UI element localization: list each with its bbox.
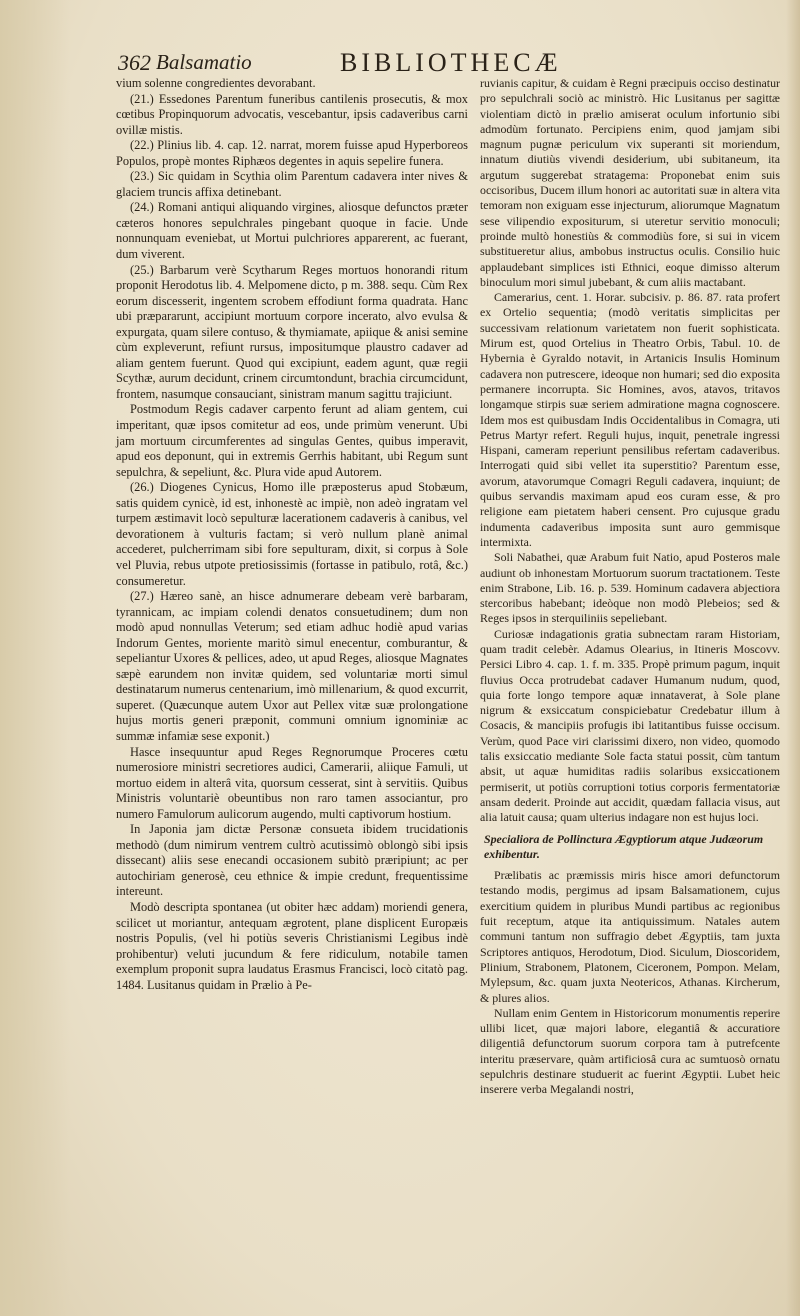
right-text-column [480, 76, 780, 1098]
paragraph: In Japonia jam dictæ Personæ consueta ibidem trucidationis methodò (dum nimirum ventrem cultrò acutissimò oblongò sibi ipsis dissecant) aliis sese enecandi occasionem subitò præripiunt; ac per autochiriam generosè, ceu ethnice & impie credunt, frequentissime intereunt. [116, 822, 468, 899]
paragraph: (21.) Essedones Parentum funeribus cantilenis prosecutis, & mox cœtibus Propinquorum advocatis, vescebantur, ipsis cadaveribus carni ovillæ mistis. [116, 91, 468, 137]
paragraph: (27.) Hæreo sanè, an hisce adnumerare debeam verè barbaram, tyrannicam, ac impiam colendi denatos consuetudinem; dum non modò apud nonnullas Veterum; sed etiam adhuc hodiè apud varias Indorum Gentes, moriente maritò simul enecentur, comburantur, & sepeliantur Uxores & pellices, adeo, ut apud Reges, aliosque Magnates sæpè earundem non invitæ quidem, sed voluntariæ morti simul destinatarum numerus centenarium, imò millenarium, & quod excurrit, superet. (Quæcunque autem Uxor aut Pellex vitæ suæ prolongatione hujus mortis generi præponit, communi omnium ignominiæ ac summæ infamiæ sese exponit.) [116, 589, 468, 743]
paragraph: (23.) Sic quidam in Scythia olim Parentum cadavera inter nives & glaciem truncis affixa detinebant. [116, 169, 468, 199]
paragraph: (24.) Romani antiqui aliquando virgines, aliosque defunctos præter cæteros honores sepulchrales pingebant quoque in facie. Unde nonnunquam eveniebat, ut Mortui pulchriores apparerent, ac fuerant, dum viverent. [116, 200, 468, 262]
page-edge-shadow [786, 0, 800, 1316]
paragraph: Modò descripta spontanea (ut obiter hæc addam) moriendi genera, scilicet ut moriantur, antequam ægrotent, plane displicent Europæis nostris Populis, (vel hi potiùs severis Christianismi Legibus indè prohibentur) veluti jucundum & fere ridiculum, notabile tamen exemplum proponit supra laudatus Erasmus Francisci, locò citatò pag. 1484. Lusitanus quidam in Prælio à Pe- [116, 899, 468, 992]
paragraph: Soli Nabathei, quæ Arabum fuit Natio, apud Posteros male audiunt ob inhonestam Mortuorum suorum tractationem. Teste enim Strabone, Lib. 16. p. 539. Hominum cadavera abjectiora stercoribus habebant; ideòque non modò Plebeios; sed & Reges ipsos in sterquiliniis sepeliebant. [480, 550, 780, 626]
paragraph: Curiosæ indagationis gratia subnectam raram Historiam, quam tradit celebèr. Adamus Olearius, in Itineris Moscovv. Persici Libro 4. cap. 1. f. m. 335. Propè primum pagum, inquit fluvius Occa protrudebat cadaver Humanum nudum, quod, quia forte longo tempore aquæ innataverat, à Sole plane nigrum & exsiccatum conspiciebatur Credebatur illum à Cosacis, & mancipiis profugis ibi latitantibus fuisse occisum. Verùm, quod Pace viri clarissimi dixero, non video, quomodo talis exsiccatio mediante Sole facta statui possit, cùm tantum absit, ut aquæ humiditas radiis solaribus exsiccationem permiserit, ut potiùs corruptioni totius corporis fermentatoriæ ansam dederit. Proinde aut accidit, quædam fallacia visus, aut alia latuit causa; quam ulterius indagare non est hujus loci. [480, 626, 780, 825]
binding-shadow [0, 0, 70, 1316]
paragraph: Camerarius, cent. 1. Horar. subcisiv. p. 86. 87. rata profert ex Ortelio sequentia; (modò veritatis simplicitas per successivam relationum varietatem non fuerit sophisticata. Mirum est, quod Ortelius in Theatro Orbis, Tabul. 10. de Hybernia è Gyraldo notavit, in Artanicis Insulis Hominum cadavera non putrescere, ideoque non humari; sed dio exposita permanere incorrupta. Sic Homines, avos, atavos, tritavos longamque stirpis suæ seriem admiratione magna cognoscere. Idem mos est quibusdam Indis Occidentalibus in Comagra, uti Petrus Martyr refert. Reguli hujus, inquit, penetrale ingressi Hispani, cameram reperiunt pensilibus refertam cadaveribus. Interrogati quid sibi vellet ita superstitio? Parentum esse, avorum, atavorumque Comagri Reguli cadavera, inquiunt; de quibus servandis maximam apud eos curam esse, & pro religione eam pietatem haberi censent. Pro cujusque gradu indumenta cadaveribus imposita sunt auro gemmisque intermixta. [480, 290, 780, 549]
paragraph: (22.) Plinius lib. 4. cap. 12. narrat, morem fuisse apud Hyperboreos Populos, propè montes Riphæos degentes in aquis sepelire funera. [116, 138, 468, 168]
page-number: 362 [118, 50, 151, 75]
paragraph: vium solenne congredientes devorabant. [116, 76, 316, 90]
paragraph: (26.) Diogenes Cynicus, Homo ille præposterus apud Stobæum, satis quidem cynicè, id est, inhonestè ac impiè, non adeò ingratam vel turpem æstimavit locò sepulturæ lacerationem cadaveris à canibus, vel devorationem à vulturis factam; si verò nullum planè animal accederet, pulcherrimam sibi fore sepulturam, dixit, si corpus à Sole vel Pluvia, rebus utpote pretiosissimis (fortasse in patibulo, rotâ, &c.) consumeretur. [116, 480, 468, 588]
paragraph: (25.) Barbarum verè Scytharum Reges mortuos honorandi ritum proponit Herodotus lib. 4. Melpomene dicto, p m. 388. sequ. Cùm Rex eorum discesserit, ingentem scrobem effodiunt forma quadrata. Hanc ubi præpararunt, accipiunt mortuum corpore incerato, alvo evulsa & expurgata, quam silere contuso, & thymiamate, apiique & anisi semine cùm expleverunt, refiunt rursus, impositumque plaustro cadaver ad aliam gentem fuerunt. Quod qui excipiunt, eadem agunt, quæ regii Scythæ, aurum decidunt, crinem circumtondunt, brachia circumcidunt, frontem, nasumque consauciant, sinistram manum sagittu trajiciunt. [116, 262, 468, 401]
paragraph: ruvianis capitur, & cuidam è Regni præcipuis occiso destinatur pro sepulchrali sociò ac ministrò. Hic Lusitanus per sagittæ violentiam dictò in prælio amiserat oculum infortunio sibi admodùm fortunato. Percipiens enim, quod jamjam sibi magnum pugnæ periculum vix superanti sit moriendum, innatum diutiùs vivendi desiderium, ubi subitaneum, ita argutum suggerebat stratagema: Proponebat enim suis occisoribus, Ducem illum honori ac autoritati suæ in altera vita temoram non exiguam esse injecturum, aliorumque Magnatum sese vilipendio expositurum, si uteretur servitio monoculi; proinde multò honestiùs & commodiùs fore, si sui in vicem substitueretur alius, ambobus instructus oculis. Consilio huic applaudebant simplices isti Ethnici, eoque dimisso alterum binoculum mori simul jubebant, & cum aliis mactabant. [480, 76, 780, 289]
running-head-left: Balsamatio [156, 50, 252, 74]
section-heading: Specialiora de Pollinctura Ægyptiorum atque Judæorum exhibentur. [484, 831, 764, 861]
paragraph: Postmodum Regis cadaver carpento ferunt ad aliam gentem, cui imperitant, quæ ipsos comitetur ad eos, unde primùm venerunt. Ubi jam mortuum circumferentes ad singulas Gentes, quibus imperavit, apud eos deponunt, qui in extremis Gerrhis habitant, ubi Regum sunt sepulchra, & sepeliunt, &c. Plura vide apud Autorem. [116, 402, 468, 479]
paragraph: Nullam enim Gentem in Historicorum monumentis reperire ullibi licet, quæ majori labore, elegantiâ & accuratiore diligentiâ defunctorum suorum corpora tam à putrefcente interitu præservare, quàm artificiosâ cura ac sumtuosò ornatu sepulchris destinare studuerit ac fuerint Ægyptii. Lubet heic inserere verba Megalandi nostri, [480, 1005, 780, 1097]
running-head-title: BIBLIOTHECÆ [340, 48, 562, 77]
paragraph: Prælibatis ac præmissis miris hisce amori defunctorum testando modis, pergimus ad ipsam Balsamationem, cujus exercitium quidem in pluribus Mundi partibus ac regionibus fuit receptum, atque ita antiquissimum. Natales autem communi tantum non suffragio debet Ægyptiis, tam juxta Scriptores antiquos, Herodotum, Diod. Siculum, Dioscoridem, Plinium, Strabonem, Platonem, Ciceronem, Pompon. Melam, Mylepsum, &c. quam juxta Neotericos, Athanas. Kircherum, & plures alios. [480, 868, 780, 1005]
left-text-column [116, 76, 468, 993]
paragraph: Hasce insequuntur apud Reges Regnorumque Proceres cœtu numerosiore ministri secretiores audici, Camerarii, aliique Famuli, ut mortuo eidem in alterâ vita, quorsum cesserat, sint à servitiis. Quibus Ministris voluntariè obeuntibus non raro tamen associantur, pro numero Famulorum aulicorum augendo, multi captivorum hostium. [116, 744, 468, 821]
